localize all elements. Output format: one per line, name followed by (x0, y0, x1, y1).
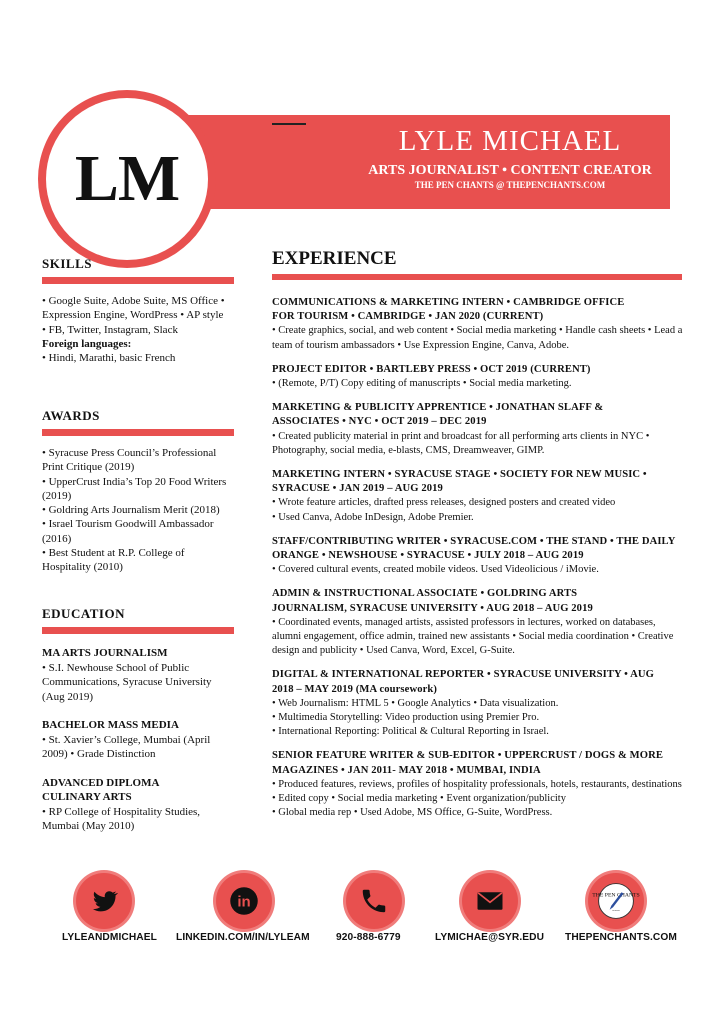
job-description: • Wrote feature articles, drafted press releases, designed posters and created video • Used Canva, Adobe InDesign, Adobe Premier. (272, 497, 616, 523)
job-description: • Create graphics, social, and web content • Social media marketing • Handle cash sheets • Lead a team of tourism ambassadors • Use Expression Engine, Canva, Adobe. (272, 325, 683, 351)
svg-text:in: in (237, 893, 251, 911)
job-title: STAFF/CONTRIBUTING WRITER • SYRACUSE.COM • THE STAND • THE DAILY ORANGE • NEWSHOUSE • SYRACUSE • JULY 2018 – AUG 2019 (272, 535, 676, 562)
award-item: • Goldring Arts Journalism Merit (2018) (42, 504, 220, 517)
degree-detail: • St. Xavier’s College, Mumbai (April 2009) • Grade Distinction (42, 733, 211, 760)
penchants-logo-text: THE PEN CHANTS (592, 892, 640, 899)
job-title: SENIOR FEATURE WRITER & SUB-EDITOR • UPPERCRUST / DOGS & MORE MAGAZINES • JAN 2011- MAY 2018 • MUMBAI, INDIA (272, 750, 664, 776)
award-item: • Israel Tourism Goodwill Ambassador (2016) (42, 518, 214, 545)
job-description: • Produced features, reviews, profiles of hospitality professionals, hotels, restaurants, destinations • Edited copy • Social media marketing • Event organization/publicity • Global media rep • Used Adobe, MS Office, G-Suite, WordPress. (272, 778, 682, 819)
experience-heading: EXPERIENCE (272, 248, 397, 269)
degree-title: MA ARTS JOURNALISM (42, 647, 168, 659)
job-entry (272, 749, 684, 820)
svg-text:~~~: ~~~ (612, 909, 620, 915)
skills-divider (42, 277, 234, 284)
job-title: COMMUNICATIONS & MARKETING INTERN • CAMBRIDGE OFFICE FOR TOURISM • CAMBRIDGE • JAN 2020 (CURRENT) (272, 297, 625, 323)
penchants-logo-icon (592, 882, 640, 920)
skills-section (42, 255, 234, 407)
job-title: MARKETING & PUBLICITY APPRENTICE • JONATHAN SLAFF & ASSOCIATES • NYC • OCT 2019 – DEC 2019 (272, 402, 604, 428)
job-title: PROJECT EDITOR • BARTLEBY PRESS • OCT 2019 (CURRENT) (272, 363, 591, 375)
phone-number[interactable]: 920-888-6779 (336, 932, 401, 943)
experience-section (272, 247, 684, 831)
education-heading: EDUCATION (42, 606, 125, 621)
job-title: ADMIN & INSTRUCTIONAL ASSOCIATE • GOLDRING ARTS JOURNALISM, SYRACUSE UNIVERSITY • AUG 2018 – AUG 2019 (272, 588, 593, 614)
email-link[interactable] (462, 873, 518, 929)
phone-link[interactable] (346, 873, 402, 929)
skills-heading: SKILLS (42, 256, 92, 271)
experience-divider (272, 274, 682, 280)
job-entry (272, 401, 684, 458)
job-entry (272, 668, 684, 739)
degree-title: BACHELOR MASS MEDIA (42, 719, 179, 731)
monogram-logo (38, 90, 216, 268)
blog-tagline: THE PEN CHANTS @ THEPENCHANTS.COM (414, 180, 606, 190)
awards-section (42, 407, 234, 605)
monogram-circle (46, 98, 208, 260)
job-entry (272, 468, 684, 525)
degree-detail: • S.I. Newhouse School of Public Communications, Syracuse University (Aug 2019) (42, 661, 212, 703)
email-icon (475, 886, 505, 916)
linkedin-url[interactable]: LINKEDIN.COM/IN/LYLEAM (176, 932, 310, 943)
languages-value: • Hindi, Marathi, basic French (42, 352, 176, 365)
award-item: • UpperCrust India’s Top 20 Food Writers (2019) (42, 475, 227, 502)
phone-icon (359, 886, 389, 916)
twitter-icon (89, 886, 119, 916)
job-entry (272, 363, 684, 391)
job-entry (272, 587, 684, 658)
languages-label: Foreign languages: (42, 337, 132, 350)
job-title: MARKETING INTERN • SYRACUSE STAGE • SOCIETY FOR NEW MUSIC • SYRACUSE • JAN 2019 – AUG 2019 (272, 469, 647, 495)
education-divider (42, 627, 234, 634)
email-address[interactable]: LYMICHAE@SYR.EDU (435, 932, 545, 943)
degree-title: ADVANCED DIPLOMA CULINARY ARTS (42, 776, 159, 803)
left-column (42, 255, 234, 848)
degree-detail: • RP College of Hospitality Studies, Mumbai (May 2010) (42, 805, 201, 832)
website-link[interactable] (588, 873, 644, 929)
job-title: DIGITAL & INTERNATIONAL REPORTER • SYRACUSE UNIVERSITY • AUG 2018 – MAY 2019 (MA coursework) (272, 669, 654, 695)
job-description: • Created publicity material in print and broadcast for all performing arts clients in NYC • Photography, social media, e-blasts, CMS, Dreamweaver, GIMP. (272, 430, 650, 456)
awards-heading: AWARDS (42, 408, 100, 423)
linkedin-icon (229, 886, 259, 916)
skills-line: • FB, Twitter, Instagram, Slack (42, 323, 178, 336)
website-url[interactable]: THEPENCHANTS.COM (565, 932, 677, 943)
job-description: • Web Journalism: HTML 5 • Google Analytics • Data visualization. • Multimedia Storytelling: Video production using Premier Pro. • International Reporting: Political & Cultural Reporting in Israel. (272, 697, 559, 738)
job-entry (272, 535, 684, 578)
linkedin-link[interactable] (216, 873, 272, 929)
education-section (42, 605, 234, 834)
job-description: • Covered cultural events, created mobile videos. Used Videolicious / iMovie. (272, 564, 599, 576)
page-title: LYLE MICHAEL (398, 125, 622, 157)
job-subtitle: ARTS JOURNALIST • CONTENT CREATOR (368, 163, 652, 178)
award-item: • Best Student at R.P. College of Hospitality (2010) (42, 547, 185, 574)
awards-divider (42, 429, 234, 436)
twitter-handle[interactable]: LYLEANDMICHAEL (62, 932, 157, 943)
award-item: • Syracuse Press Council’s Professional Print Critique (2019) (42, 447, 217, 474)
twitter-link[interactable] (76, 873, 132, 929)
job-description: • Coordinated events, managed artists, assisted professors in lectures, worked on databases, alumni engagement, office admin, trained new assistants • Social media coordination • Creative design and publicity • Used Canva, Word, Excel, G-Suite. (272, 616, 674, 657)
monogram-text: LM (74, 142, 180, 215)
job-description: • (Remote, P/T) Copy editing of manuscripts • Social media marketing. (272, 378, 572, 390)
skills-line: • Google Suite, Adobe Suite, MS Office • Expression Engine, WordPress • AP style (42, 295, 225, 322)
job-entry (272, 296, 684, 353)
